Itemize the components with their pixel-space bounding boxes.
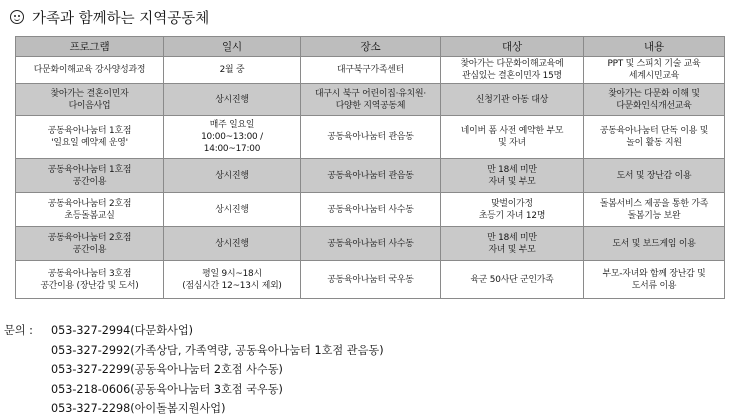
cell-location: 대구북구가족센터 — [301, 57, 441, 84]
cell-target: 찾아가는 다문화이해교육에 관심있는 결혼이민자 15명 — [441, 57, 584, 84]
cell-location: 공동육아나눔터 사수동 — [301, 227, 441, 261]
contact-line: 053-327-2299(공동육아나눔터 2호점 사수동) — [51, 363, 283, 376]
cell-schedule: 상시진행 — [164, 159, 301, 193]
page-title: 가족과 함께하는 지역공동체 — [32, 10, 210, 27]
cell-program: 공동육아나눔터 1호점 '일요일 예약제 운영' — [16, 116, 164, 159]
cell-location: 공동육아나눔터 사수동 — [301, 193, 441, 227]
cell-location: 공동육아나눔터 국우동 — [301, 261, 441, 299]
program-table — [15, 36, 725, 299]
cell-program: 공동육아나눔터 3호점 공간이용 (장난감 및 도서) — [16, 261, 164, 299]
table-row — [16, 193, 725, 227]
cell-program: 공동육아나눔터 2호점 공간이용 — [16, 227, 164, 261]
cell-content: 부모-자녀와 함께 장난감 및 도서류 이용 — [584, 261, 725, 299]
cell-content: 찾아가는 다문화 이해 및 다문화인식개선교육 — [584, 84, 725, 116]
cell-content: 도서 및 장난감 이용 — [584, 159, 725, 193]
cell-program: 공동육아나눔터 1호점 공간이용 — [16, 159, 164, 193]
cell-location: 공동육아나눔터 관음동 — [301, 159, 441, 193]
cell-content: 도서 및 보드게임 이용 — [584, 227, 725, 261]
table-row — [16, 116, 725, 159]
cell-target: 만 18세 미만 자녀 및 부모 — [441, 159, 584, 193]
cell-schedule: 상시진행 — [164, 84, 301, 116]
cell-target: 맞벌이가정 초등기 자녀 12명 — [441, 193, 584, 227]
cell-schedule: 매주 일요일 10:00~13:00 / 14:00~17:00 — [164, 116, 301, 159]
table-header-row — [16, 37, 725, 57]
contact-line: 053-218-0606(공동육아나눔터 3호점 국우동) — [51, 382, 283, 396]
table-row — [16, 227, 725, 261]
table-row — [16, 84, 725, 116]
cell-program: 찾아가는 결혼이민자 다이음사업 — [16, 84, 164, 116]
header-schedule: 일시 — [164, 37, 301, 57]
cell-program: 다문화이해교육 강사양성과정 — [16, 57, 164, 84]
table-row — [16, 57, 725, 84]
contact-line: 053-327-2298(아이돌봄지원사업) — [51, 402, 226, 415]
cell-target: 육군 50사단 군인가족 — [441, 261, 584, 299]
cell-schedule: 평일 9시~18시 (점심시간 12~13시 제외) — [164, 261, 301, 299]
contact-info — [4, 321, 724, 419]
cell-location: 대구시 북구 어린이집·유치원· 다양한 지역공동체 — [301, 84, 441, 116]
header-location: 장소 — [301, 37, 441, 57]
cell-target: 신청기관 아동 대상 — [441, 84, 584, 116]
cell-program: 공동육아나눔터 2호점 초등돌봄교실 — [16, 193, 164, 227]
table-row — [16, 261, 725, 299]
contact-label: 문의 : — [4, 324, 33, 337]
cell-target: 만 18세 미만 자녀 및 부모 — [441, 227, 584, 261]
contact-line: 053-327-2992(가족상담, 가족역량, 공동육아나눔터 1호점 관음동) — [51, 343, 384, 357]
smiley-face-icon — [10, 10, 24, 24]
cell-schedule: 상시진행 — [164, 227, 301, 261]
cell-content: PPT 및 스피치 기술 교육 세계시민교육 — [584, 57, 725, 84]
cell-content: 돌봄서비스 제공을 통한 가족 돌봄기능 보완 — [584, 193, 725, 227]
header-program: 프로그램 — [16, 37, 164, 57]
page-heading — [10, 5, 209, 29]
cell-schedule: 상시진행 — [164, 193, 301, 227]
header-content: 내용 — [584, 37, 725, 57]
contact-line: 053-327-2994(다문화사업) — [51, 324, 194, 337]
cell-content: 공동육아나눔터 단독 이용 및 놀이 활동 지원 — [584, 116, 725, 159]
cell-schedule: 2월 중 — [164, 57, 301, 84]
header-target: 대상 — [441, 37, 584, 57]
cell-location: 공동육아나눔터 관음동 — [301, 116, 441, 159]
cell-target: 네이버 폼 사전 예약한 부모 및 자녀 — [441, 116, 584, 159]
table-row — [16, 159, 725, 193]
